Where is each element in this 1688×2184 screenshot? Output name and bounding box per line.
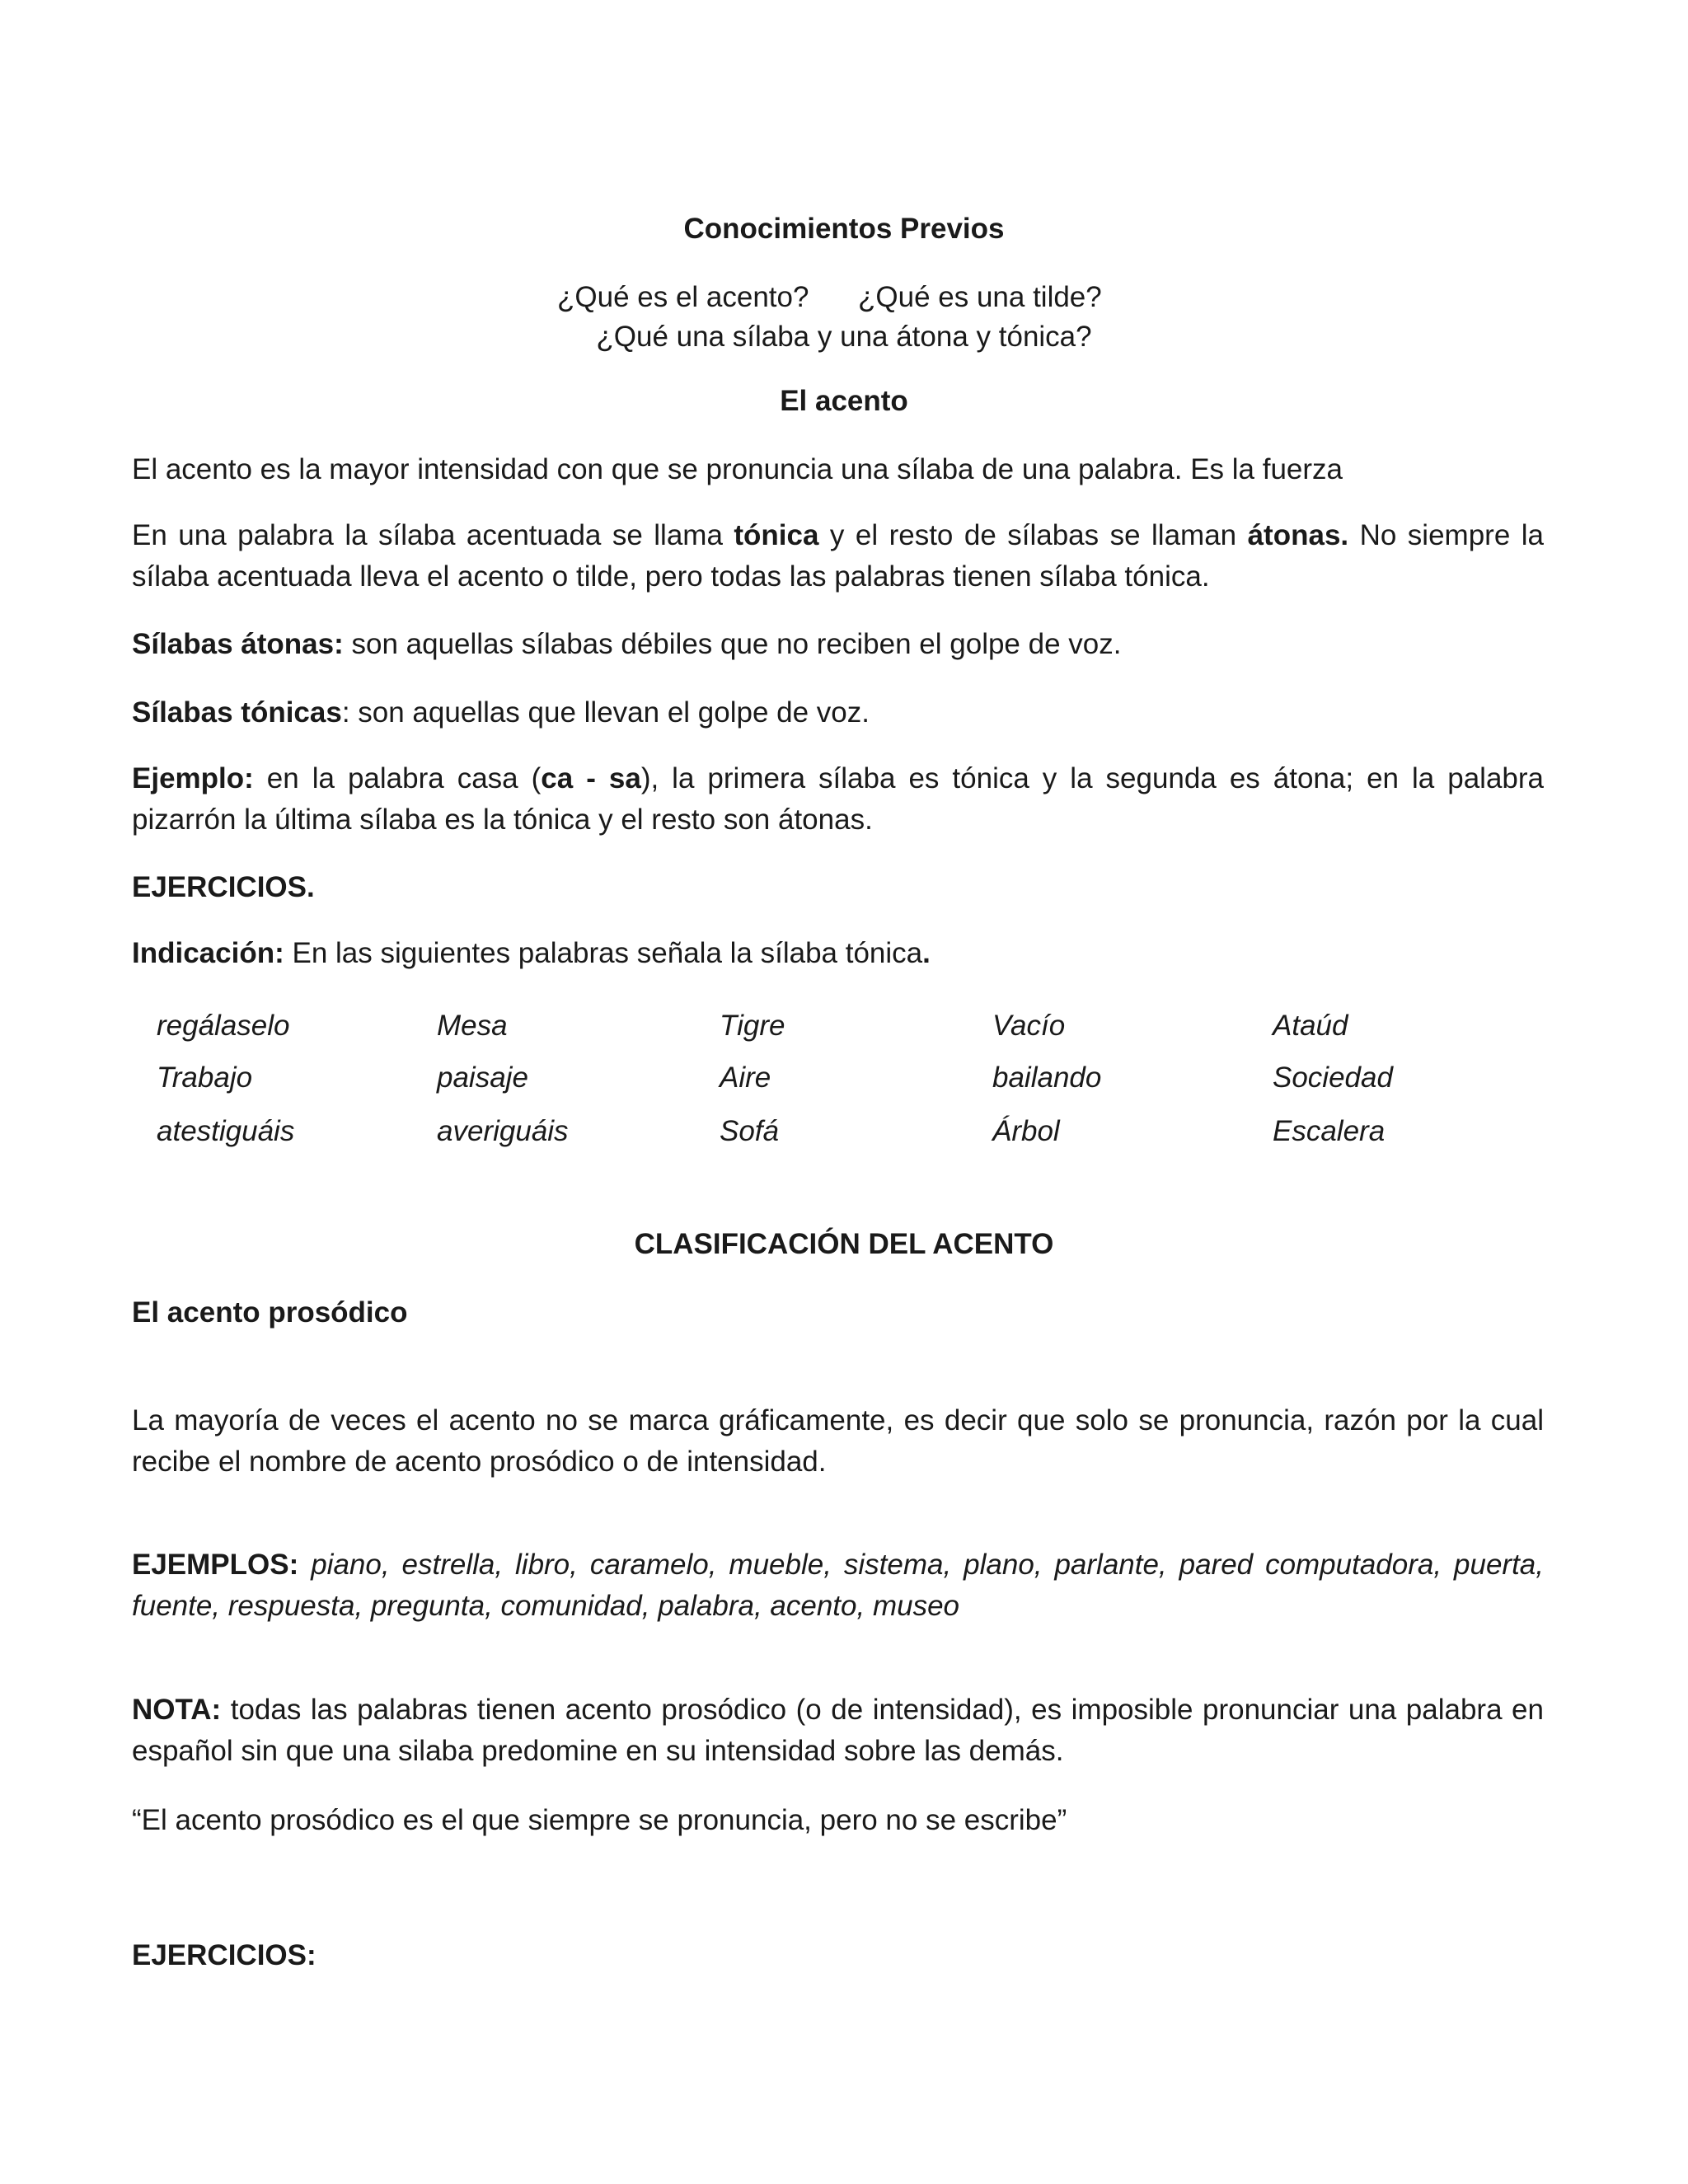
word-cell: Árbol [992,1115,1060,1147]
word-cell: Sociedad [1273,1062,1393,1094]
exercises-heading: EJERCICIOS. [132,871,315,903]
subheading-prosodico: El acento prosódico [132,1296,408,1329]
paragraph-tonica-atonas: En una palabra la sílaba acentuada se llama tónica y el resto de sílabas se llaman átonas. No siempre la sílaba acentuada lleva el acento o tilde, pero todas las palabras tienen sílaba tónica. [132,519,1544,593]
paragraph-definition: El acento es la mayor intensidad con que se pronuncia una sílaba de una palabra. Es la fuerza [132,453,1343,485]
question-accent: ¿Qué es el acento? [557,281,809,313]
word-cell: paisaje [437,1062,528,1094]
word-cell: Vacío [992,1010,1066,1042]
word-cell: atestiguáis [157,1115,295,1147]
paragraph-prosodico: La mayoría de veces el acento no se marca gráficamente, es decir que solo se pronuncia, razón por la cual recibe el nombre de acento prosódico o de intensidad. [132,1404,1544,1478]
quote: “El acento prosódico es el que siempre se pronuncia, pero no se escribe” [132,1804,1067,1836]
question-tilde: ¿Qué es una tilde? [858,281,1102,313]
word-cell: regálaselo [157,1010,290,1042]
indication: Indicación: En las siguientes palabras señala la sílaba tónica. [132,937,931,969]
word-cell: Trabajo [157,1062,253,1094]
example-paragraph: Ejemplo: en la palabra casa (ca - sa), la primera sílaba es tónica y la segunda es átona; en la palabra pizarrón la última sílaba es la tónica y el resto son átonas. [132,762,1545,836]
word-cell: Tigre [720,1010,785,1042]
word-cell: bailando [992,1062,1102,1094]
definition-atonas: Sílabas átonas: son aquellas sílabas débiles que no reciben el golpe de voz. [132,628,1122,660]
definition-tonicas: Sílabas tónicas: son aquellas que llevan el golpe de voz. [132,696,870,729]
word-cell: Escalera [1273,1115,1386,1147]
page-title: Conocimientos Previos [683,213,1005,245]
note-paragraph: NOTA: todas las palabras tienen acento prosódico (o de intensidad), es imposible pronunciar una palabra en español sin que una silaba predomine en su intensidad sobre las demás. [132,1694,1544,1767]
section-heading-clasificacion: CLASIFICACIÓN DEL ACENTO [634,1228,1054,1260]
question-syllable: ¿Qué una sílaba y una átona y tónica? [596,321,1092,353]
section-heading-acento: El acento [780,385,908,417]
word-cell: Ataúd [1273,1010,1348,1042]
examples-paragraph: EJEMPLOS: piano, estrella, libro, caramelo, mueble, sistema, plano, parlante, pared computadora, puerta, fuente, respuesta, pregunta, comunidad, palabra, acento, museo [132,1549,1544,1622]
word-cell: averiguáis [437,1115,569,1147]
exercises-heading-2: EJERCICIOS: [132,1939,316,1971]
word-cell: Aire [720,1062,771,1094]
word-cell: Mesa [437,1010,508,1042]
word-cell: Sofá [720,1115,779,1147]
